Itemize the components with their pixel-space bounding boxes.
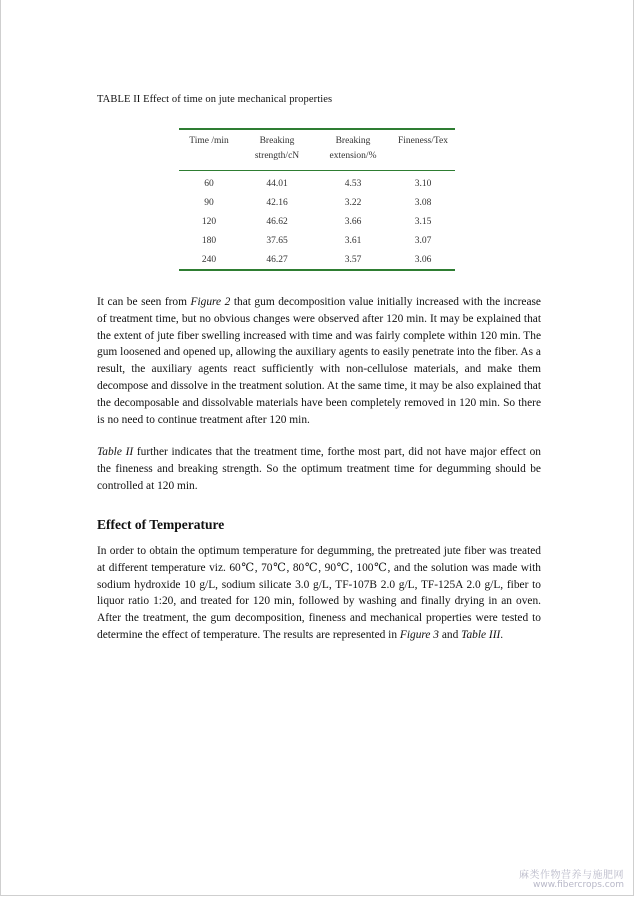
table-caption: TABLE II Effect of time on jute mechanical properties [97, 94, 333, 105]
figure-3-reference: Figure 3 [399, 628, 439, 641]
header-fineness: Fineness/Tex [391, 129, 455, 149]
header-breaking-strength-unit: strength/cN [239, 149, 315, 171]
figure-2-reference: Figure 2 [190, 296, 231, 308]
cell-strength: 46.27 [239, 250, 315, 270]
table-row [179, 231, 455, 250]
paragraph-text: It can be seen from [97, 296, 191, 308]
table-row [179, 193, 455, 212]
cell-time: 120 [201, 216, 217, 227]
header-time-sub [179, 149, 239, 171]
cell-strength: 44.01 [266, 178, 288, 189]
paragraph-text: that gum decomposition value initially increased with the increase of treatment time, but no obvious changes were observed after 120 min. It may be explained that the extent of jute fiber swelling increased with time and was fairly complete within 120 min. The gum loosened and opened up, allowing the auxiliary agents to easily penetrate into the fiber. As a result, the auxiliary agents react sufficiently with non-cellulose materials, and make them decompose and dissolve in the treatment solution. At the same time, it may be also explained that the decomposable and dissolvable materials have been completely removed in 120 min. So there is no need to continue treatment after 120 min. [97, 296, 541, 426]
table-iii-reference: Table III [461, 628, 501, 641]
cell-time: 90 [204, 197, 214, 208]
cell-fineness: 3.08 [414, 197, 432, 208]
cell-time: 60 [204, 178, 214, 189]
table-row [179, 212, 455, 231]
cell-extension: 3.61 [344, 235, 362, 246]
paragraph-temperature [97, 543, 541, 644]
cell-fineness: 3.10 [414, 178, 432, 189]
table-header-row-1 [179, 129, 455, 149]
cell-fineness: 3.15 [414, 216, 432, 227]
mechanical-properties-table [179, 128, 455, 271]
header-fineness-sub [391, 149, 455, 171]
table-ii-reference: Table II [97, 446, 134, 458]
cell-extension: 3.66 [344, 216, 362, 227]
cell-strength: 46.62 [266, 216, 288, 227]
paragraph-time-effect [97, 294, 541, 428]
paragraph-table-ii [97, 444, 541, 494]
header-breaking-strength: Breaking [239, 129, 315, 149]
cell-time: 180 [201, 235, 217, 246]
paragraph-text: . [500, 628, 504, 641]
cell-strength: 37.65 [266, 235, 288, 246]
cell-fineness: 3.07 [414, 235, 432, 246]
watermark-url: www.fibercrops.com [533, 880, 624, 890]
cell-time: 240 [179, 250, 239, 270]
cell-extension: 4.53 [344, 178, 362, 189]
cell-fineness: 3.06 [391, 250, 455, 270]
table-row [179, 171, 455, 194]
header-breaking-extension-unit: extension/% [315, 149, 391, 171]
watermark-site-name: 麻类作物营养与施肥网 [519, 870, 624, 881]
cell-strength: 42.16 [266, 197, 288, 208]
paragraph-text: In order to obtain the optimum temperature for degumming, the pretreated jute fiber was treated at different temperature viz. 60℃, 70℃, 80℃, 90℃, 100℃, and the solution was made with sodium hydroxide 10 g/L, sodium silicate 3.0 g/L, TF-107B 2.0 g/L, TF-125A 2.0 g/L, fiber to liquor ratio 1:20, and treated for 120 min, followed by washing and finally drying in an oven. After the treatment, the gum decomposition, fineness and mechanical properties were tested to determine the effect of temperature. The results are represented in [97, 545, 541, 641]
table-header-row-2 [179, 149, 455, 171]
header-breaking-extension: Breaking [315, 129, 391, 149]
section-heading: Effect of Temperature [97, 517, 225, 532]
cell-extension: 3.57 [315, 250, 391, 270]
table-row [179, 250, 455, 270]
paragraph-text: and [439, 628, 462, 641]
cell-extension: 3.22 [344, 197, 362, 208]
paragraph-text: further indicates that the treatment time, forthe most part, did not have major effect on the fineness and breaking strength. So the optimum treatment time for degumming should be controlled at 120 min. [97, 446, 542, 492]
header-time: Time /min [179, 129, 239, 149]
